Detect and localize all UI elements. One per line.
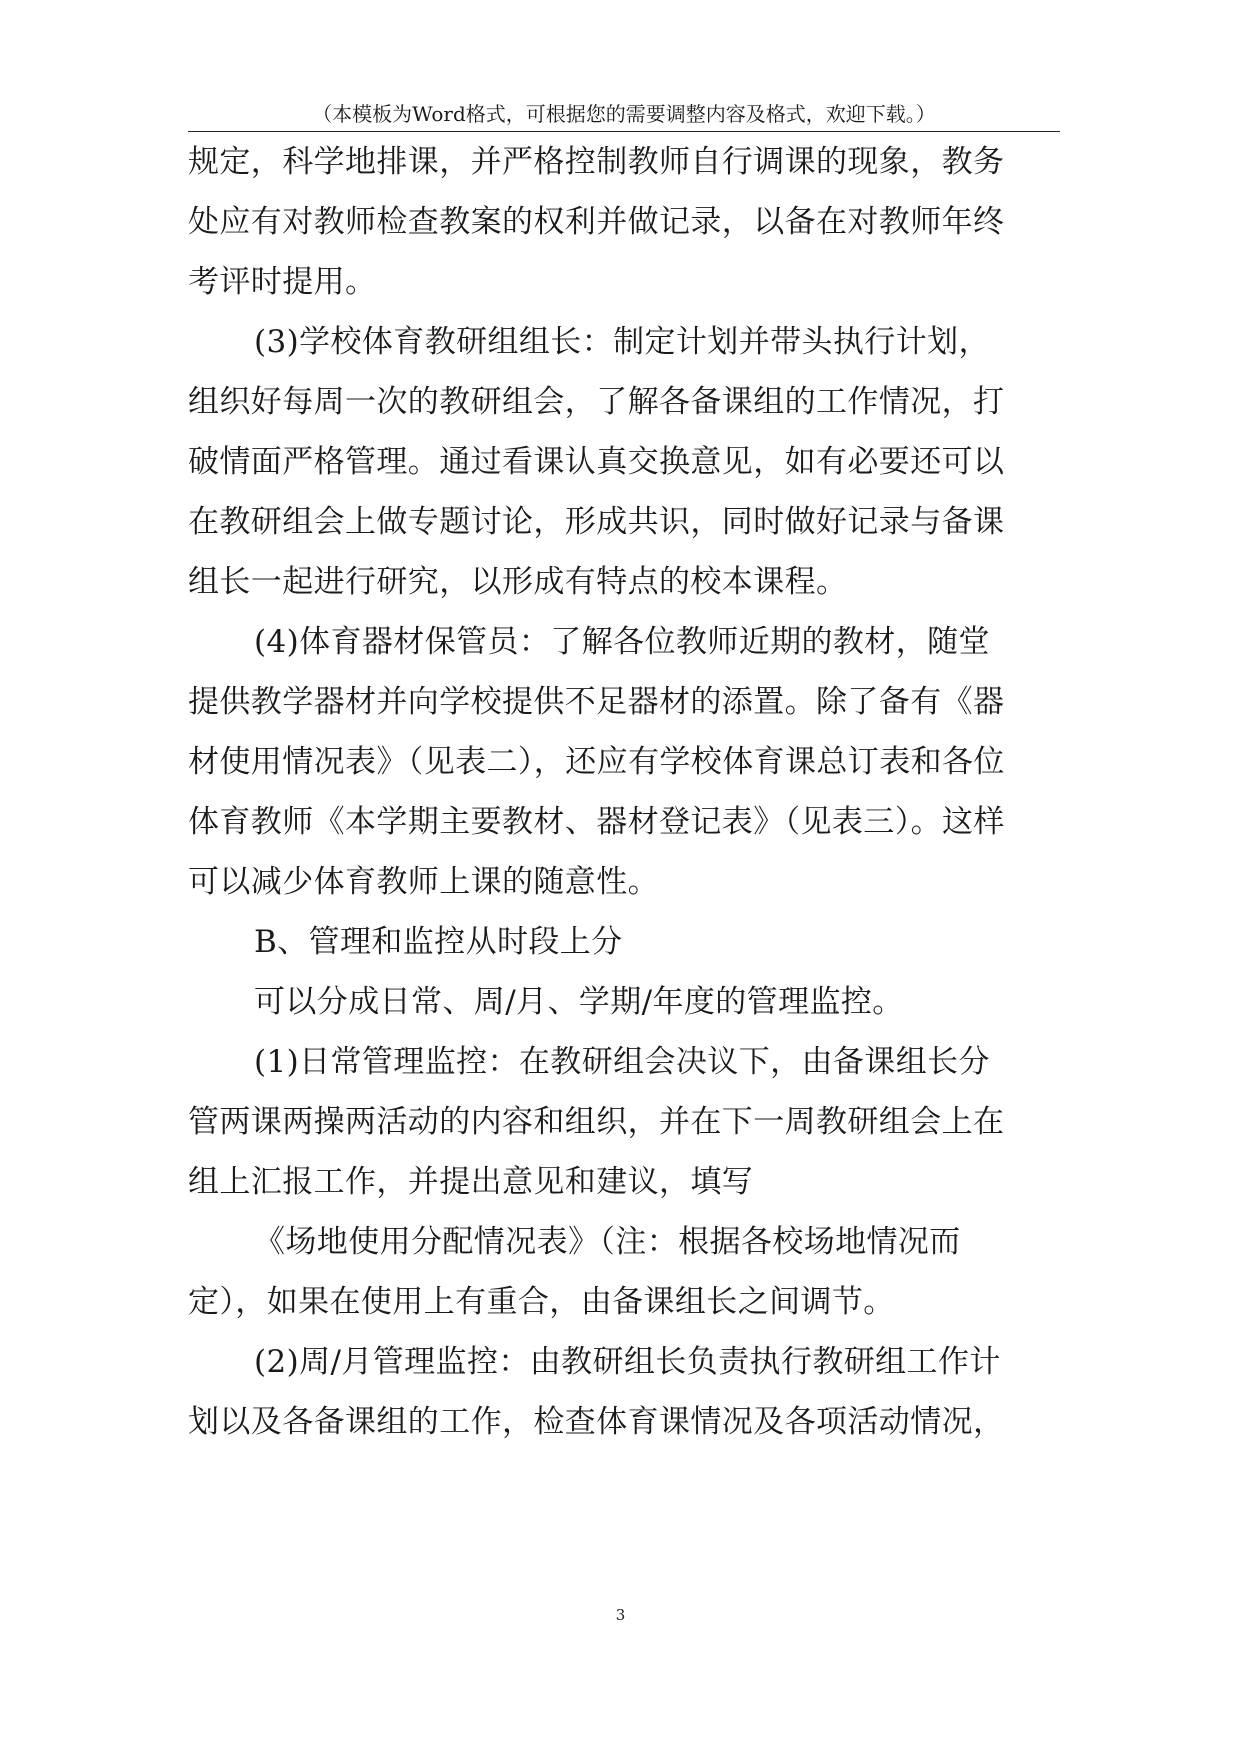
body-line: 组上汇报工作，并提出意见和建议，填写 [188, 1164, 754, 1200]
body-line: 《场地使用分配情况表》（注：根据各校场地情况而 [254, 1224, 961, 1260]
body-line: 定），如果在使用上有重合，由备课组长之间调节。 [188, 1284, 895, 1320]
body-line: 划以及各备课组的工作，检查体育课情况及各项活动情况， [188, 1404, 1005, 1440]
body-line: 可以分成日常、周/月、学期/年度的管理监控。 [254, 984, 904, 1020]
body-line: (4)体育器材保管员：了解各位教师近期的教材，随堂 [254, 624, 990, 660]
body-line: 体育教师《本学期主要教材、器材登记表》（见表三）。这样 [188, 804, 1005, 840]
body-line: 提供教学器材并向学校提供不足器材的添置。除了备有《器 [188, 684, 1005, 720]
header-divider [188, 131, 1060, 132]
body-line: 组织好每周一次的教研组会，了解各备课组的工作情况，打 [188, 384, 1005, 420]
body-line: 在教研组会上做专题讨论，形成共识，同时做好记录与备课 [188, 504, 1005, 540]
body-line: 组长一起进行研究，以形成有特点的校本课程。 [188, 564, 848, 600]
body-line: 可以减少体育教师上课的随意性。 [188, 864, 659, 900]
body-line: 考评时提用。 [188, 264, 377, 300]
page-number: 3 [615, 1606, 626, 1624]
body-line: 处应有对教师检查教案的权利并做记录，以备在对教师年终 [188, 204, 1005, 240]
body-line: 管两课两操两活动的内容和组织，并在下一周教研组会上在 [188, 1104, 1005, 1140]
body-line: (2)周/月管理监控：由教研组长负责执行教研组工作计 [254, 1344, 1001, 1380]
body-line: (3)学校体育教研组组长：制定计划并带头执行计划， [254, 324, 990, 360]
body-line: 材使用情况表》（见表二），还应有学校体育课总订表和各位 [188, 744, 1005, 780]
header-note: （本模板为Word格式，可根据您的需要调整内容及格式，欢迎下载。） [312, 102, 936, 126]
body-line: (1)日常管理监控：在教研组会决议下，由备课组长分 [254, 1044, 990, 1080]
section-heading: B、管理和监控从时段上分 [254, 924, 623, 960]
body-line: 规定，科学地排课，并严格控制教师自行调课的现象，教务 [188, 144, 1005, 180]
body-line: 破情面严格管理。通过看课认真交换意见，如有必要还可以 [188, 444, 1005, 480]
